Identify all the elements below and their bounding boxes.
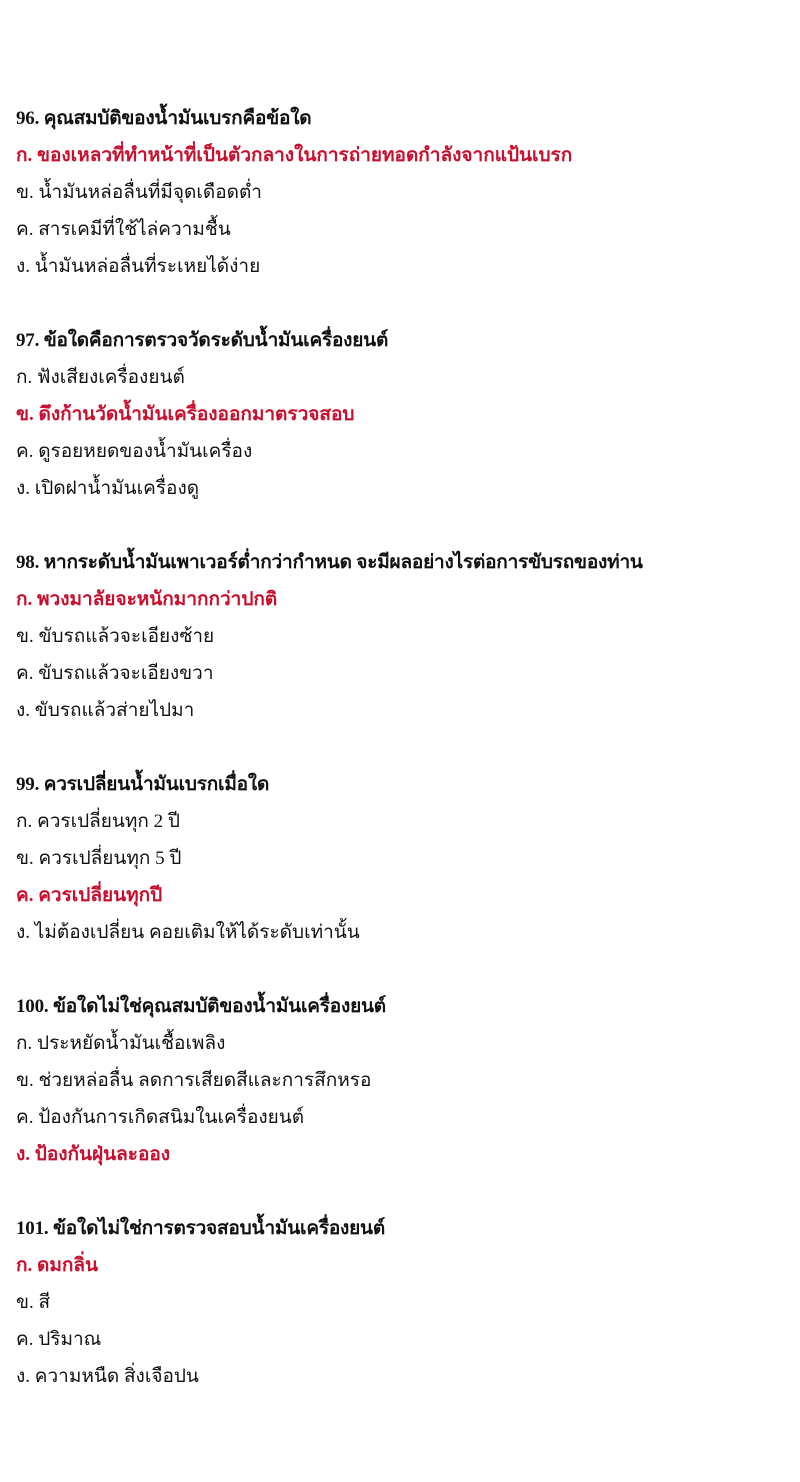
option: ก. ฟังเสียงเครื่องยนต์ xyxy=(16,367,185,388)
option: ข. ช่วยหล่อลื่น ลดการเสียดสีและการสึกหรอ xyxy=(16,1070,372,1091)
option-correct: ข. ดึงก้านวัดน้ำมันเครื่องออกมาตรวจสอบ xyxy=(16,404,355,425)
option-correct: ก. พวงมาลัยจะหนักมากกว่าปกติ xyxy=(16,589,278,610)
question-title: 96. คุณสมบัติของน้ำมันเบรกคือข้อใด xyxy=(16,108,312,129)
option: ค. ดูรอยหยดของน้ำมันเครื่อง xyxy=(16,441,253,462)
option: ง. เปิดฝาน้ำมันเครื่องดู xyxy=(16,478,200,499)
option-correct: ก. ของเหลวที่ทำหน้าที่เป็นตัวกลางในการถ่ายทอดกำลังจากแป้นเบรก xyxy=(16,145,573,166)
question-100 xyxy=(16,988,786,1210)
option: ง. ความหนืด สิ่งเจือปน xyxy=(16,1366,199,1387)
option: ข. ขับรถแล้วจะเอียงซ้าย xyxy=(16,626,215,647)
option-correct: ง. ป้องกันฝุ่นละออง xyxy=(16,1144,171,1165)
question-97 xyxy=(16,322,786,544)
question-101 xyxy=(16,1210,786,1432)
option: ค. ขับรถแล้วจะเอียงขวา xyxy=(16,663,214,684)
option: ง. ขับรถแล้วส่ายไปมา xyxy=(16,700,195,721)
option-correct: ก. ดมกลิ่น xyxy=(16,1255,99,1276)
option: ก. ควรเปลี่ยนทุก 2 ปี xyxy=(16,811,180,832)
option: ค. สารเคมีที่ใช้ไล่ความชื้น xyxy=(16,219,231,240)
option: ง. น้ำมันหล่อลื่นที่ระเหยได้ง่าย xyxy=(16,256,261,277)
option: ข. น้ำมันหล่อลื่นที่มีจุดเดือดต่ำ xyxy=(16,182,262,203)
question-title: 97. ข้อใดคือการตรวจวัดระดับน้ำมันเครื่องยนต์ xyxy=(16,330,389,351)
option-correct: ค. ควรเปลี่ยนทุกปี xyxy=(16,885,163,906)
option: ก. ประหยัดน้ำมันเชื้อเพลิง xyxy=(16,1033,226,1054)
option: ค. ปริมาณ xyxy=(16,1329,102,1350)
option: ข. ควรเปลี่ยนทุก 5 ปี xyxy=(16,848,182,869)
quiz-document xyxy=(16,100,786,1432)
question-title: 99. ควรเปลี่ยนน้ำมันเบรกเมื่อใด xyxy=(16,774,270,795)
question-98 xyxy=(16,544,786,766)
question-99 xyxy=(16,766,786,988)
question-title: 101. ข้อใดไม่ใช่การตรวจสอบน้ำมันเครื่องยนต์ xyxy=(16,1218,385,1239)
option: ข. สี xyxy=(16,1292,51,1313)
question-title: 100. ข้อใดไม่ใช่คุณสมบัติของน้ำมันเครื่องยนต์ xyxy=(16,996,386,1017)
option: ค. ป้องกันการเกิดสนิมในเครื่องยนต์ xyxy=(16,1107,305,1128)
question-title: 98. หากระดับน้ำมันเพาเวอร์ต่ำกว่ากำหนด จะมีผลอย่างไรต่อการขับรถของท่าน xyxy=(16,552,643,573)
option: ง. ไม่ต้องเปลี่ยน คอยเติมให้ได้ระดับเท่านั้น xyxy=(16,922,360,943)
question-96 xyxy=(16,100,786,322)
